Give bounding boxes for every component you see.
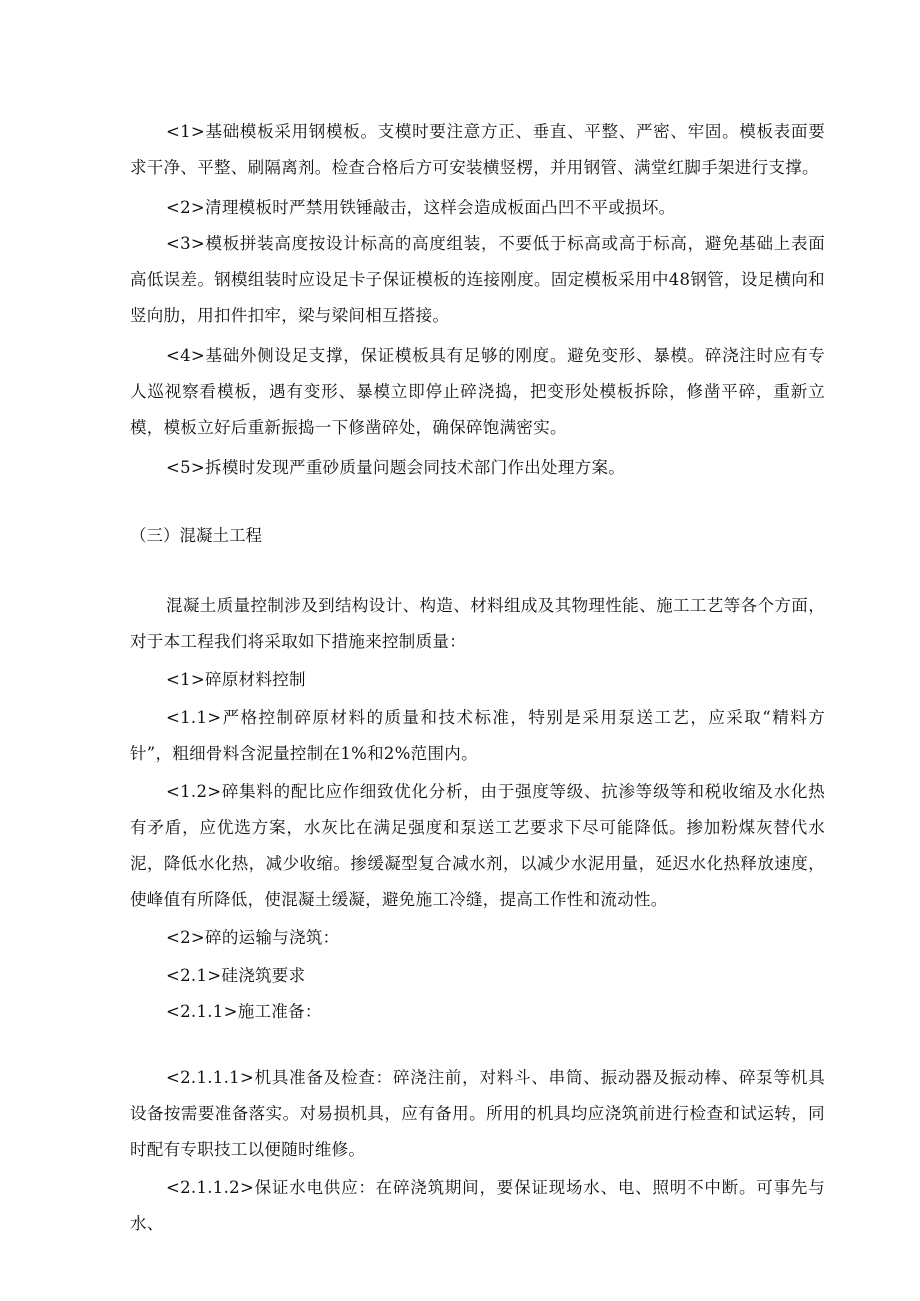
paragraph-transport-pouring: <2>碎的运输与浇筑： [166, 928, 340, 947]
paragraph-formwork-3: <3>模板拼装高度按设计标高的高度组装，不要低于标高或高于标高，避免基础上表面高低误差。钢模组装时应设足卡子保证模板的连接刚度。固定模板采用中48钢管，设足横向和竖向肋，用扣件扣牢，梁与梁间相互搭接。 [130, 234, 825, 325]
paragraph-formwork-2: <2>清理模板时严禁用铁锤敲击，这样会造成板面凸凹不平或损坏。 [166, 198, 676, 217]
paragraph-1-1: <1.1>严格控制碎原材料的质量和技术标准，特别是采用泵送工艺，应采取“精料方针”，粗细骨料含泥量控制在1%和2%范围内。 [130, 708, 825, 763]
paragraph-concrete-intro: 混凝土质量控制涉及到结构设计、构造、材料组成及其物理性能、施工工艺等各个方面，对于本工程我们将采取如下措施来控制质量： [130, 596, 825, 651]
paragraph-2-1-1: <2.1.1>施工准备： [166, 1002, 322, 1021]
paragraph-formwork-1: <1>基础模板采用钢模板。支模时要注意方正、垂直、平整、严密、牢固。模板表面要求干净、平整、刷隔离剂。检查合格后方可安装横竖楞，并用钢管、满堂红脚手架进行支撑。 [130, 122, 825, 177]
paragraph-1-2: <1.2>碎集料的配比应作细致优化分析，由于强度等级、抗渗等级等和税收缩及水化热有矛盾，应优选方案，水灰比在满足强度和泵送工艺要求下尽可能降低。掺加粉煤灰替代水泥，降低水化热，减少收缩。掺缓凝型复合减水剂，以减少水泥用量，延迟水化热释放速度，使峰值有所降低，使混凝土缓凝，避免施工冷缝，提高工作性和流动性。 [130, 782, 825, 909]
paragraph-formwork-5: <5>拆模时发现严重砂质量问题会同技术部门作出处理方案。 [166, 458, 626, 477]
paragraph-raw-material-control: <1>碎原材料控制 [166, 670, 306, 689]
paragraph-2-1: <2.1>硅浇筑要求 [166, 966, 306, 985]
paragraph-2-1-1-2: <2.1.1.2>保证水电供应：在碎浇筑期间，要保证现场水、电、照明不中断。可事先与水、 [130, 1178, 825, 1233]
section-heading-concrete: （三）混凝土工程 [130, 526, 262, 545]
paragraph-formwork-4: <4>基础外侧设足支撑，保证模板具有足够的刚度。避免变形、暴模。碎浇注时应有专人巡视察看模板，遇有变形、暴模立即停止碎浇捣，把变形处模板拆除，修凿平碎，重新立模，模板立好后重新振捣一下修凿碎处，确保碎饱满密实。 [130, 346, 825, 437]
paragraph-2-1-1-1: <2.1.1.1>机具准备及检查：碎浇注前，对料斗、串筒、振动器及振动棒、碎泵等机具设备按需要准备落实。对易损机具，应有备用。所用的机具均应浇筑前进行检查和试运转，同时配有专职技工以便随时维修。 [130, 1068, 825, 1159]
